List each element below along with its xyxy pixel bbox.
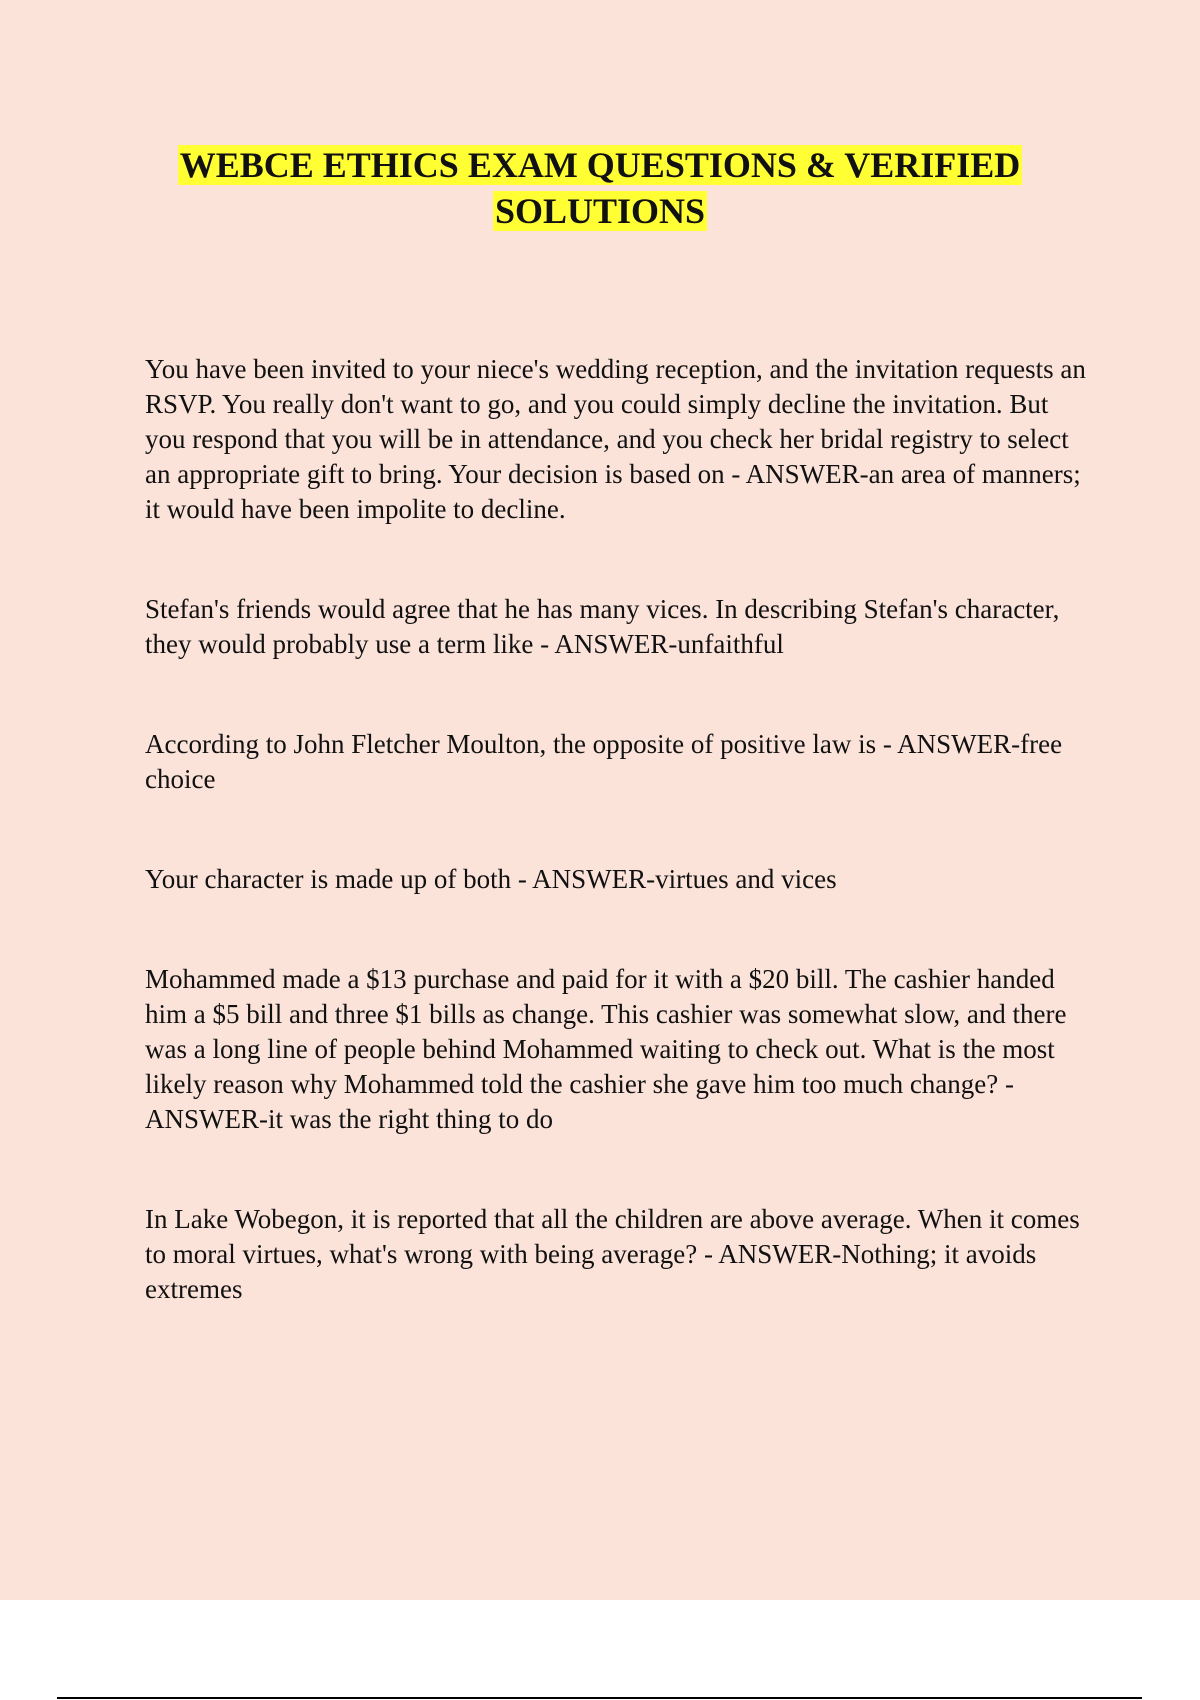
page-divider bbox=[57, 1697, 1142, 1699]
question-list bbox=[145, 352, 1095, 1372]
question-answer-1: You have been invited to your niece's wedding reception, and the invitation requests an RSVP. You really don't want to go, and you could simply decline the invitation. But you respond that you will be in attendance, and you check her bridal registry to select an appropriate gift to bring. Your decision is based on - ANSWER-an area of manners; it would have been impolite to decline. bbox=[145, 354, 1086, 524]
question-answer-6: In Lake Wobegon, it is reported that all the children are above average. When it comes to moral virtues, what's wrong with being average? - ANSWER-Nothing; it avoids extremes bbox=[145, 1204, 1080, 1304]
question-answer-2: Stefan's friends would agree that he has many vices. In describing Stefan's character, they would probably use a term like - ANSWER-unfaithful bbox=[145, 594, 1060, 659]
title-line-2: SOLUTIONS bbox=[494, 191, 706, 231]
title-line-1: WEBCE ETHICS EXAM QUESTIONS & VERIFIED bbox=[179, 145, 1021, 185]
question-answer-3: According to John Fletcher Moulton, the opposite of positive law is - ANSWER-free choice bbox=[145, 729, 1063, 794]
document-title bbox=[0, 142, 1200, 234]
question-answer-5: Mohammed made a $13 purchase and paid for it with a $20 bill. The cashier handed him a $5 bill and three $1 bills as change. This cashier was somewhat slow, and there was a long line of people behind Mohammed waiting to check out. What is the most likely reason why Mohammed told the cashier she gave him too much change? - ANSWER-it was the right thing to do bbox=[145, 964, 1067, 1134]
question-answer-4: Your character is made up of both - ANSWER-virtues and vices bbox=[145, 864, 837, 894]
